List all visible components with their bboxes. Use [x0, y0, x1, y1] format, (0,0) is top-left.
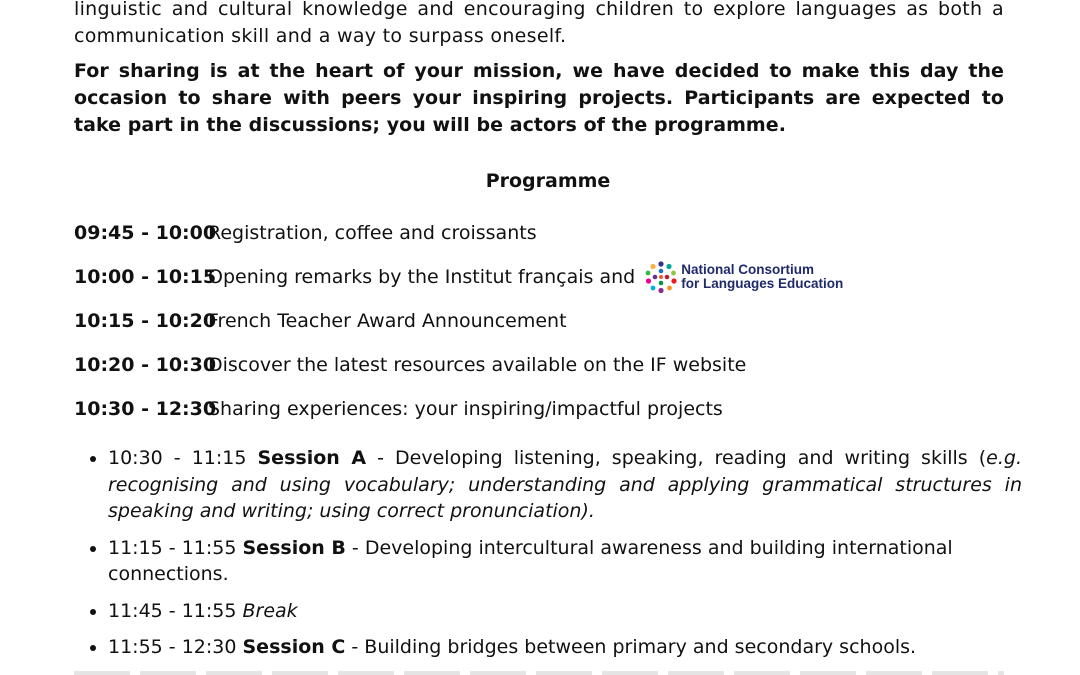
schedule-text: Discover the latest resources available on the IF website [208, 353, 747, 376]
session-label: Session C [242, 636, 346, 658]
session-time: 11:55 - 12:30 [108, 636, 237, 658]
ncle-logo-line-2: for Languages Education [681, 275, 844, 291]
session-item [74, 598, 1022, 625]
schedule-text: French Teacher Award Announcement [208, 309, 567, 332]
ncle-logo-line-1: National Consortium [681, 261, 814, 277]
session-list [74, 445, 1022, 661]
session-label: Session B [242, 536, 346, 559]
session-item [74, 445, 1022, 525]
session-label: Session A [257, 447, 367, 469]
intro-line-1: linguistic and cultural knowledge and encouraging children to explore languages as both a [74, 0, 1004, 20]
document-page [74, 0, 1022, 671]
ncle-logo-icon [645, 261, 677, 293]
session-desc: - Building bridges between primary and secondary schools. [345, 636, 917, 658]
session-item [74, 634, 1022, 661]
schedule-text: Sharing experiences: your inspiring/impactful projects [208, 397, 723, 420]
session-desc: - Developing listening, speaking, reading and writing skills ( [366, 447, 987, 469]
break-label: Break [242, 599, 298, 622]
schedule-row [74, 351, 1004, 378]
schedule [74, 219, 1004, 422]
schedule-text: Registration, coffee and croissants [208, 221, 537, 244]
schedule-time: 09:45 - 10:00 [74, 221, 217, 244]
cut-off-text-line [74, 664, 1004, 675]
session-time: 11:15 - 11:55 [108, 536, 237, 559]
ncle-logo-text [681, 263, 843, 291]
schedule-text: Opening remarks by the Institut français and [208, 265, 636, 288]
session-examples: e.g. recognising and using vocabulary; understanding and applying grammatical structures in speaking and writing; using correct pronunciation). [108, 447, 1022, 522]
session-time: 11:45 - 11:55 [108, 599, 237, 622]
schedule-time: 10:30 - 12:30 [74, 397, 217, 420]
schedule-row [74, 307, 1004, 334]
schedule-row [74, 263, 1004, 290]
schedule-row [74, 219, 1004, 246]
cut-off-text-fragment [74, 671, 1004, 675]
session-desc: - Developing intercultural awareness and building international connections. [108, 536, 953, 585]
intro-paragraph [74, 0, 1004, 50]
session-item [74, 535, 1022, 588]
ncle-logo [645, 261, 843, 293]
schedule-row [74, 395, 1004, 422]
intro-line-2: communication skill and a way to surpass oneself. [74, 25, 567, 47]
schedule-time: 10:15 - 10:20 [74, 309, 217, 332]
schedule-time: 10:00 - 10:15 [74, 265, 217, 288]
schedule-time: 10:20 - 10:30 [74, 353, 217, 376]
session-time: 10:30 - 11:15 [108, 447, 247, 469]
mission-paragraph: For sharing is at the heart of your mission, we have decided to make this day the occasion to share with peers your inspiring projects. Participants are expected to take part in the discussions; you will be actors of the programme. [74, 60, 1004, 136]
programme-heading: Programme [485, 170, 611, 192]
